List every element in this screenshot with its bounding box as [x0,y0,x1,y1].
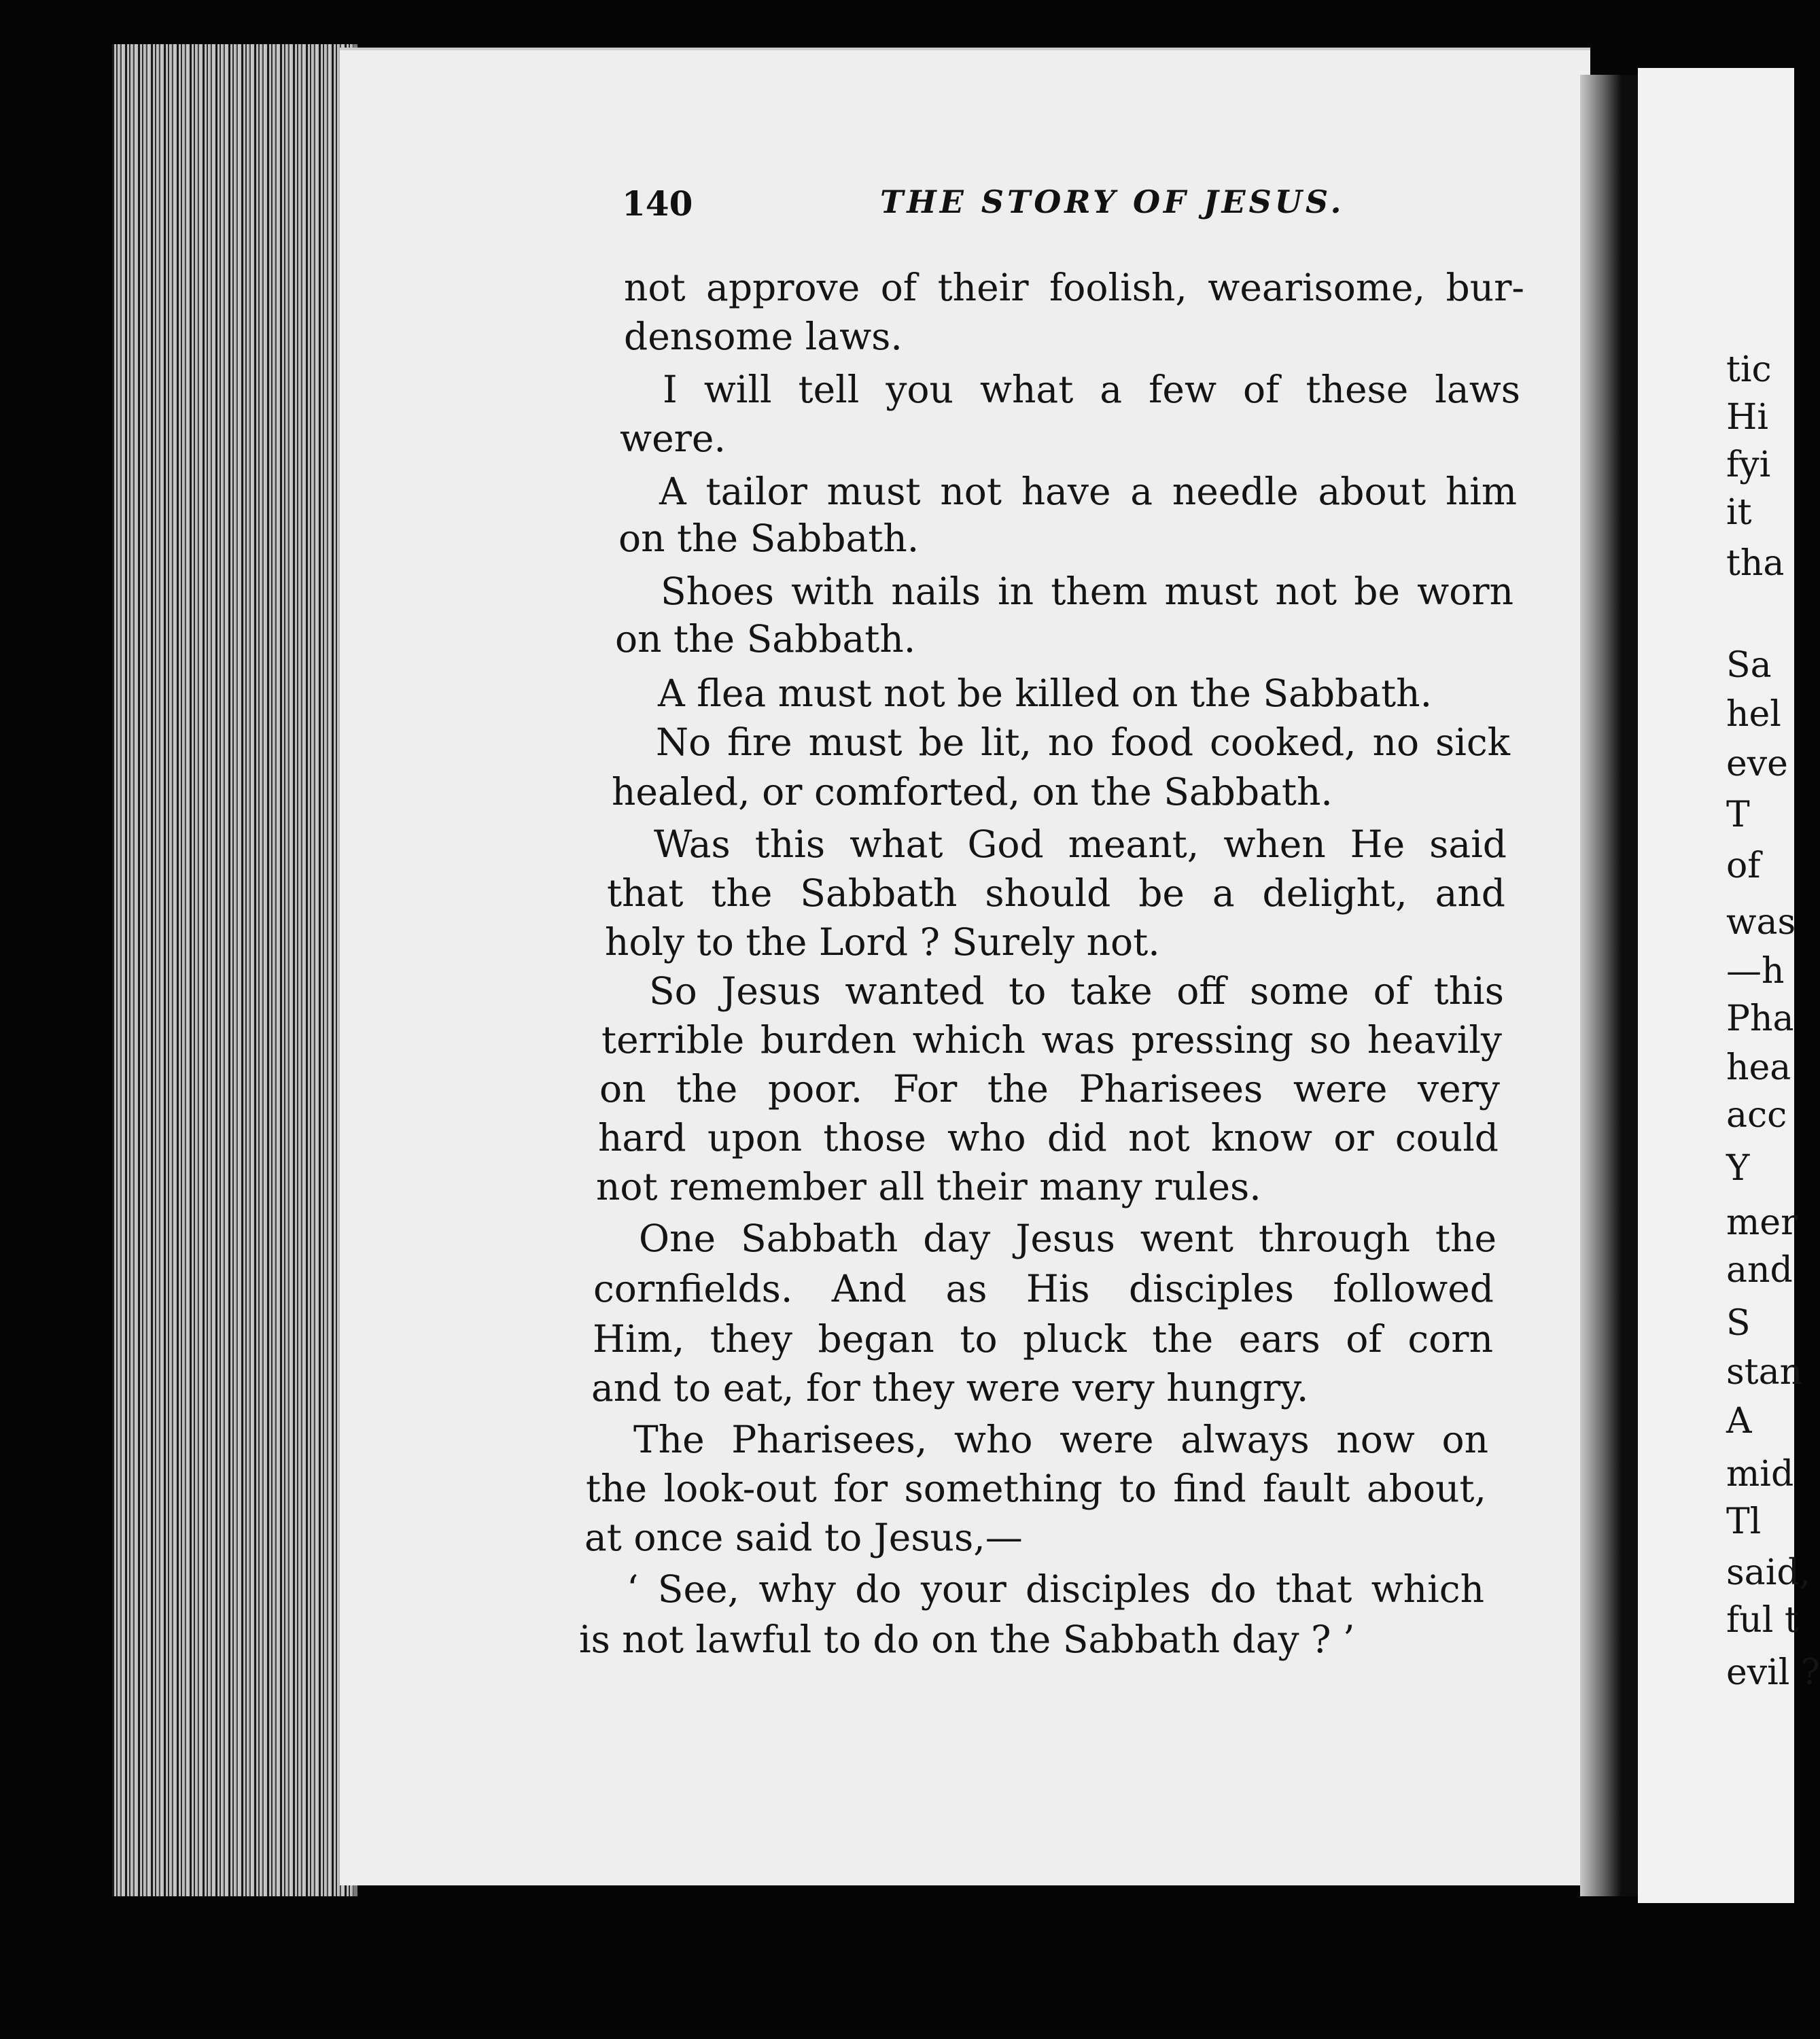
facing-text-fragment: tha [1726,543,1785,584]
facing-text-fragment: A [1726,1401,1752,1442]
text-line: cornfields. And as His disciples followed [593,1267,1494,1310]
facing-text-fragment: said, [1726,1552,1811,1593]
facing-text-fragment: evil ? [1726,1652,1820,1693]
facing-text-fragment: —h [1726,951,1785,992]
facing-text-fragment: it [1726,492,1752,533]
facing-text-fragment: and [1726,1250,1793,1291]
facing-text-fragment: hea [1726,1047,1791,1088]
facing-text-fragment: Y [1726,1148,1750,1189]
facing-text-fragment: Hi [1726,397,1768,438]
page-number: 140 [622,184,693,224]
facing-text-fragment: of [1726,846,1761,886]
text-line: not remember all their many rules. [596,1165,1261,1208]
text-line: ‘ See, why do your disciples do that which [627,1567,1484,1611]
facing-text-fragment: T [1726,795,1750,835]
facing-text-fragment: mer [1726,1202,1798,1243]
text-line: on the Sabbath. [615,617,916,661]
facing-text-fragment: acc [1726,1095,1787,1136]
text-line: on the poor. For the Pharisees were very [599,1067,1500,1111]
facing-text-fragment: stan [1726,1352,1803,1393]
text-line: A tailor must not have a needle about him [659,470,1517,513]
text-line: the look-out for something to find fault about, [586,1467,1486,1510]
text-line: The Pharisees, who were always now on [633,1418,1488,1461]
facing-text-fragment: tic [1726,349,1772,390]
text-line: on the Sabbath. [618,517,920,560]
facing-text-fragment: ful t [1726,1600,1799,1641]
text-line: healed, or comforted, on the Sabbath. [612,770,1333,814]
facing-text-fragment: hel [1726,694,1781,735]
text-line: is not lawful to do on the Sabbath day ? ’ [579,1618,1355,1661]
text-line: One Sabbath day Jesus went through the [639,1217,1497,1260]
text-line: at once said to Jesus,— [584,1516,1023,1559]
text-line: and to eat, for they were very hungry. [591,1366,1309,1410]
facing-text-fragment: eve [1726,744,1788,784]
text-line: Him, they began to pluck the ears of corn [593,1317,1493,1361]
text-line: No fire must be lit, no food cooked, no sick [656,720,1510,764]
facing-text-fragment: S [1726,1303,1751,1344]
text-line: holy to the Lord ? Surely not. [605,920,1160,964]
facing-text-fragment: Pha [1726,998,1794,1039]
facing-text-fragment: fyi [1726,445,1771,485]
text-line: A flea must not be killed on the Sabbath. [658,672,1433,715]
facing-page-text [1726,0,1820,2039]
text-line: that the Sabbath should be a delight, and [607,871,1505,915]
running-title: THE STORY OF JESUS. [880,184,1345,220]
facing-text-fragment: Sa [1726,645,1772,686]
facing-text-fragment: was [1726,902,1796,943]
facing-text-fragment: Tl [1726,1501,1762,1542]
text-line: terrible burden which was pressing so heavily [601,1018,1502,1062]
text-line: I will tell you what a few of these laws [663,368,1520,411]
text-line: hard upon those who did not know or could [598,1116,1499,1160]
facing-text-fragment: mid [1726,1454,1794,1495]
text-line: So Jesus wanted to take off some of this [649,969,1504,1013]
text-line: were. [620,417,726,460]
text-line: Was this what God meant, when He said [654,822,1507,866]
text-line: densome laws. [624,315,903,358]
text-line: not approve of their foolish, wearisome, bur- [624,266,1524,309]
text-line: Shoes with nails in them must not be worn [661,570,1513,613]
